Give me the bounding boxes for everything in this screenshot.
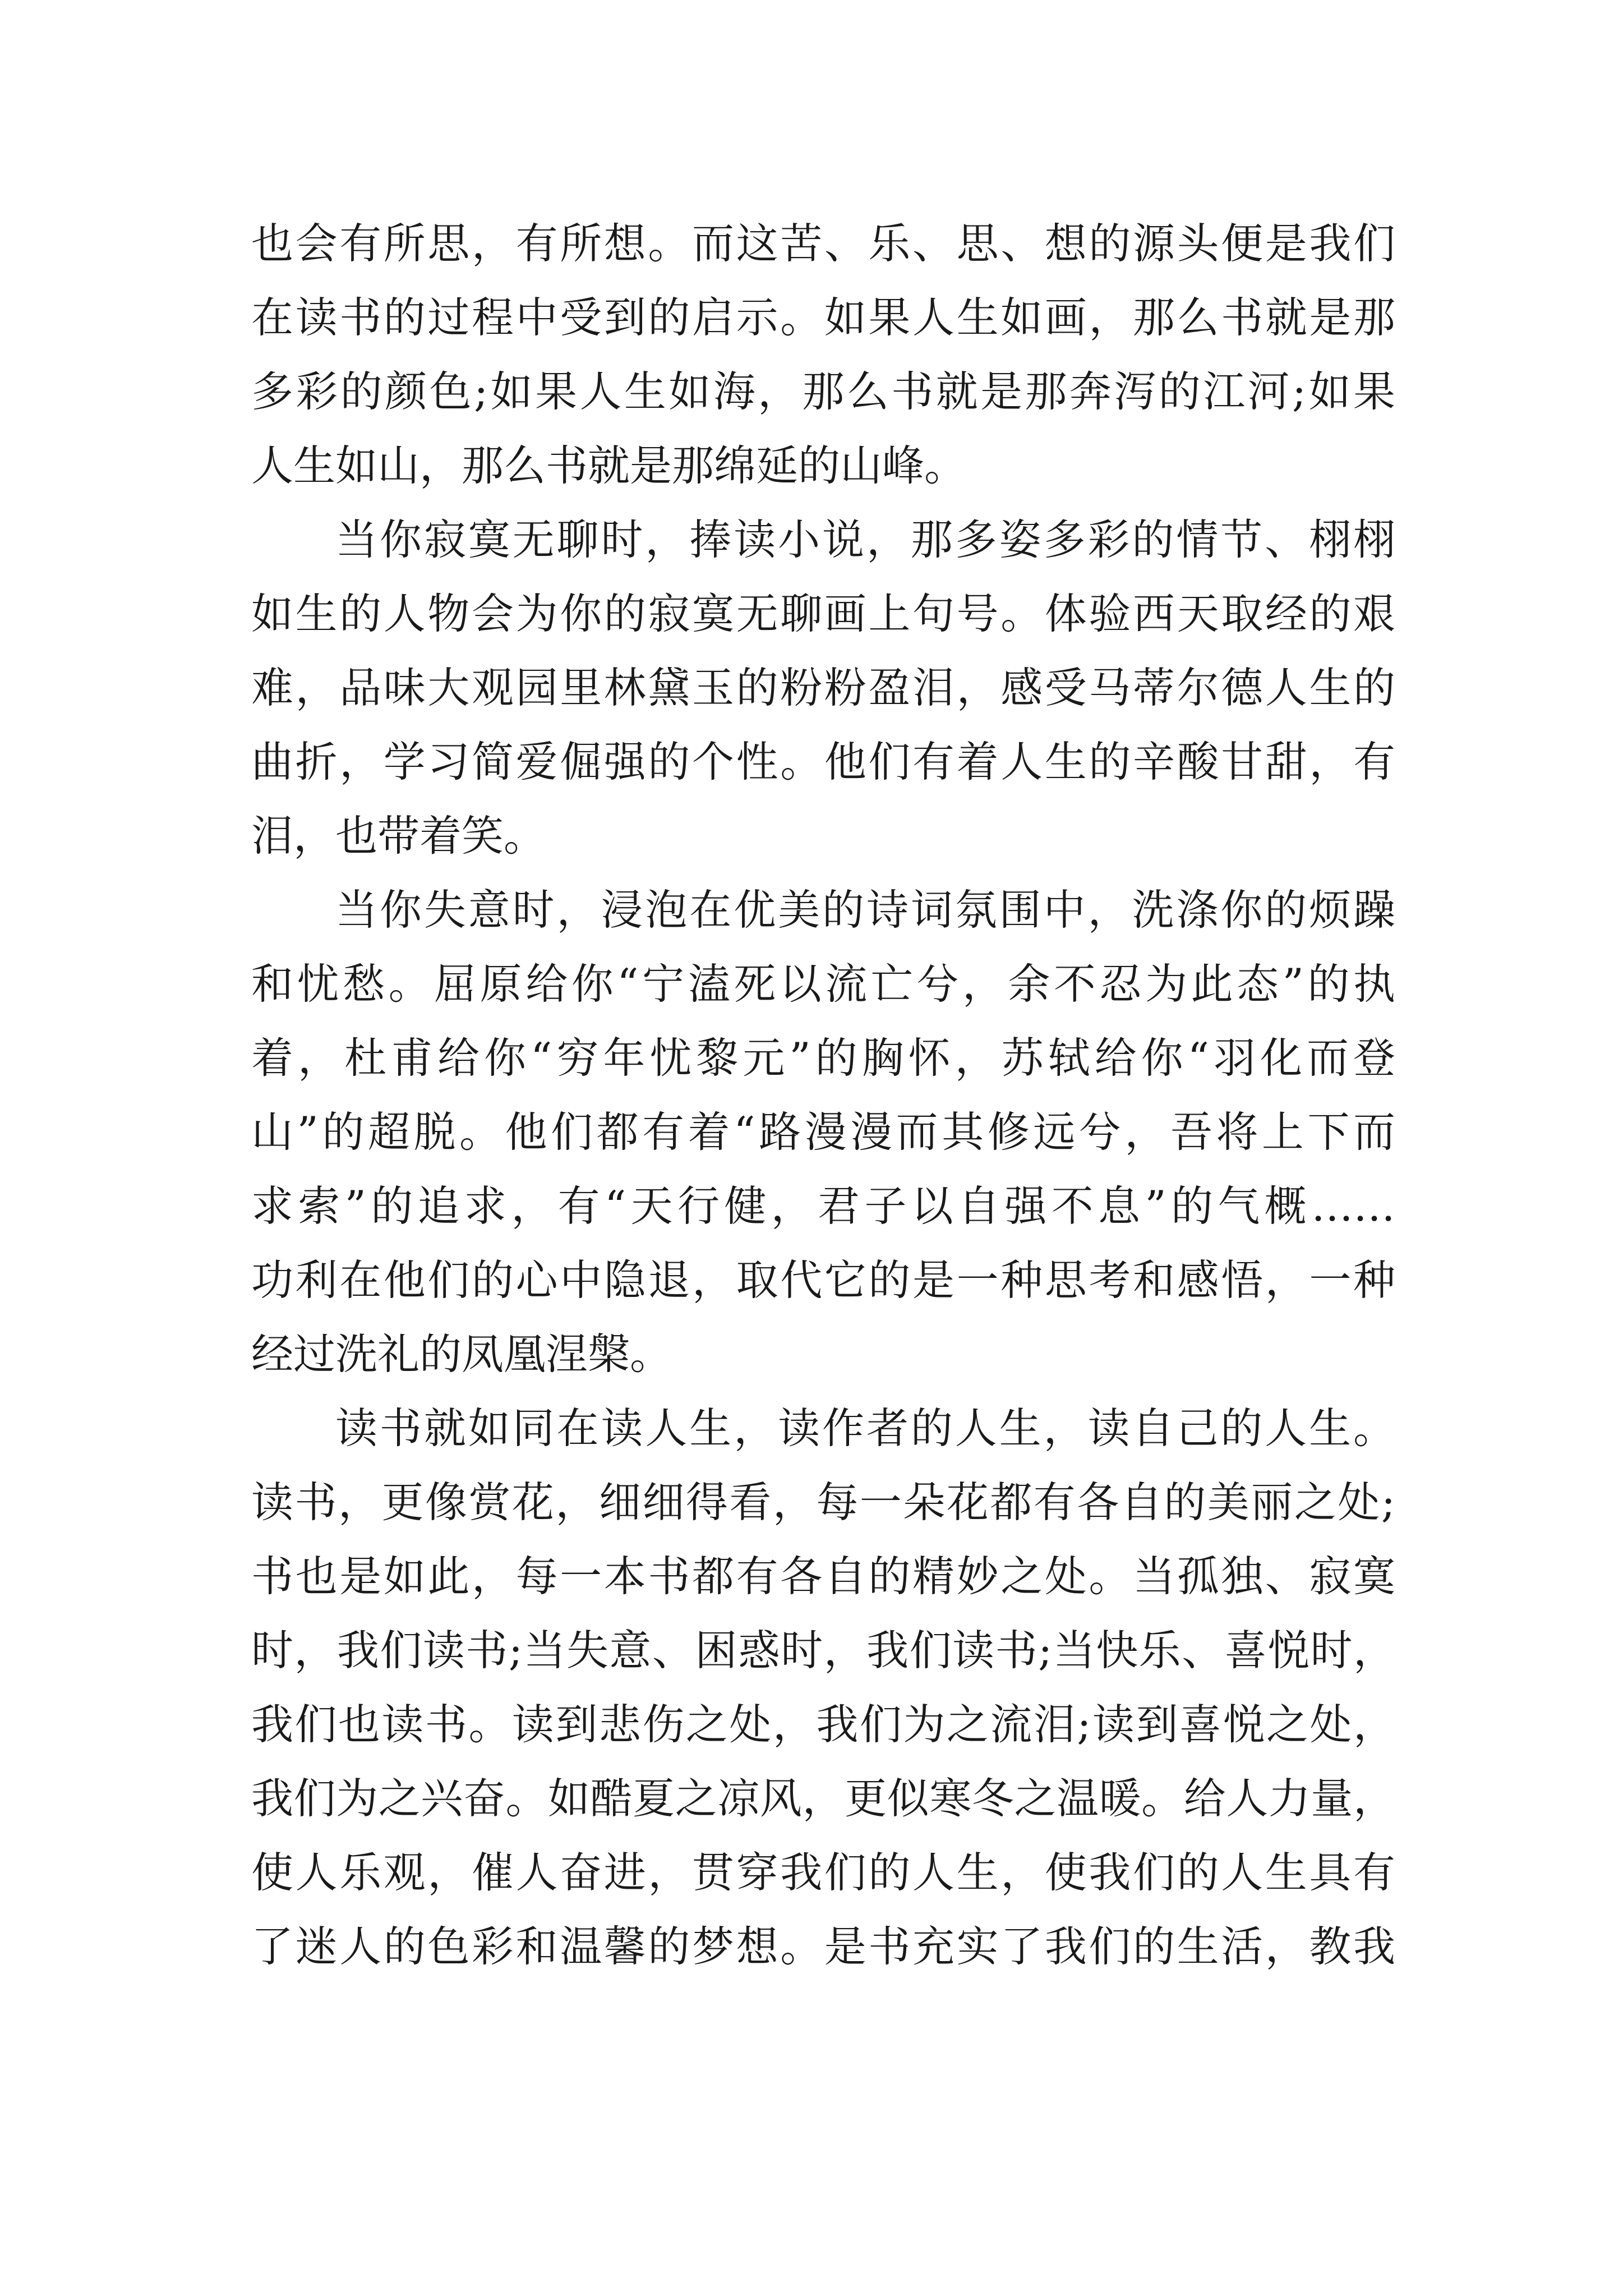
text-line: 书也是如此，每一本书都有各自的精妙之处。当孤独、寂寞 [251,1552,1395,1601]
text-line: 多彩的颜色;如果人生如海，那么书就是那奔泻的江河;如果 [251,367,1395,416]
text-line: 求索”的追求，有“天行健，君子以自强不息”的气概…… [251,1181,1395,1231]
body-text [251,206,1395,1984]
text-line: 我们为之兴奋。如酷夏之凉风，更似寒冬之温暖。给人力量， [251,1774,1395,1823]
text-line: 我们也读书。读到悲伤之处，我们为之流泪;读到喜悦之处， [251,1700,1395,1749]
text-line: 着，杜甫给你“穷年忧黎元”的胸怀，苏轼给你“羽化而登 [251,1033,1395,1083]
text-line: 如生的人物会为你的寂寞无聊画上句号。体验西天取经的艰 [251,589,1395,638]
text-line: 读书就如同在读人生，读作者的人生，读自己的人生。 [335,1404,1395,1453]
text-line: 功利在他们的心中隐退，取代它的是一种思考和感悟，一种 [251,1255,1395,1305]
text-line: 当你失意时，浸泡在优美的诗词氛围中，洗涤你的烦躁 [335,885,1395,935]
text-line: 使人乐观，催人奋进，贯穿我们的人生，使我们的人生具有 [251,1848,1395,1897]
text-line: 曲折，学习简爱倔强的个性。他们有着人生的辛酸甘甜，有 [251,737,1395,786]
text-line: 当你寂寞无聊时，捧读小说，那多姿多彩的情节、栩栩 [335,515,1395,564]
text-line: 时，我们读书;当失意、困惑时，我们读书;当快乐、喜悦时， [251,1626,1395,1675]
text-line: 在读书的过程中受到的启示。如果人生如画，那么书就是那 [251,293,1395,342]
text-line: 和忧愁。屈原给你“宁溘死以流亡兮，余不忍为此态”的执 [251,959,1395,1009]
text-line: 也会有所思，有所想。而这苦、乐、思、想的源头便是我们 [251,219,1395,268]
text-line: 难，品味大观园里林黛玉的粉粉盈泪，感受马蒂尔德人生的 [251,663,1395,712]
text-line: 山”的超脱。他们都有着“路漫漫而其修远兮，吾将上下而 [251,1107,1395,1157]
text-line: 了迷人的色彩和温馨的梦想。是书充实了我们的生活，教我 [251,1922,1395,1971]
text-line: 人生如山，那么书就是那绵延的山峰。 [251,441,967,490]
text-line: 泪，也带着笑。 [251,811,546,861]
text-line: 经过洗礼的凤凰涅槃。 [251,1329,672,1379]
text-line: 读书，更像赏花，细细得看，每一朵花都有各自的美丽之处; [251,1478,1395,1527]
